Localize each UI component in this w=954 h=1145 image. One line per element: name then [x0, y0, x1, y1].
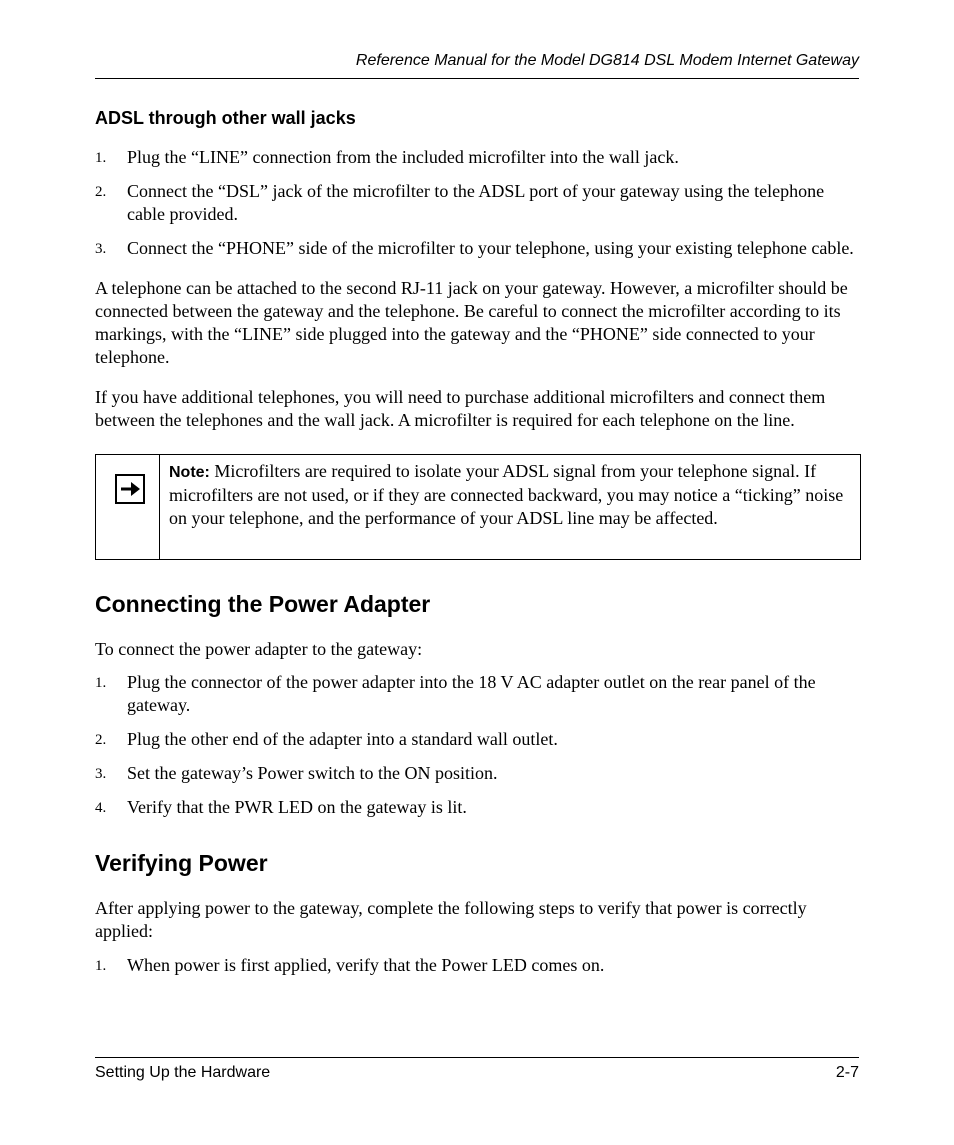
list-item [95, 671, 861, 717]
power-heading: Connecting the Power Adapter [95, 591, 431, 617]
list-item [95, 796, 861, 819]
arrow-right-icon [115, 474, 145, 504]
verify-steps [95, 954, 861, 977]
step-text: Connect the “DSL” jack of the microfilter to the ADSL port of your gateway using the telephone cable provided. [127, 181, 825, 224]
step-number: 2. [95, 184, 107, 200]
step-text: Plug the connector of the power adapter into the 18 V AC adapter outlet on the rear panel of the gateway. [127, 672, 816, 715]
adsl-heading: ADSL through other wall jacks [95, 108, 356, 128]
paragraph: A telephone can be attached to the second RJ-11 jack on your gateway. However, a microfilter should be connected between the gateway and the telephone. Be careful to connect the microfilter according to its markings, with the “LINE” side plugged into the gateway and the “PHONE” side connected to your telephone. [95, 278, 848, 367]
paragraph: To connect the power adapter to the gateway: [95, 639, 423, 659]
note-icon-cell [96, 455, 160, 559]
step-number: 1. [95, 675, 107, 691]
step-text: When power is first applied, verify that the Power LED comes on. [127, 955, 605, 975]
step-number: 4. [95, 800, 107, 816]
list-item [95, 146, 861, 169]
paragraph: After applying power to the gateway, complete the following steps to verify that power is correctly applied: [95, 898, 807, 941]
note-text: Microfilters are required to isolate your ADSL signal from your telephone signal. If microfilters are not used, or if they are connected backward, you may notice a “ticking” noise on your telephone, and the performance of your ADSL line may be affected. [169, 461, 844, 528]
note-box [95, 454, 861, 560]
list-item [95, 762, 861, 785]
list-item [95, 728, 861, 751]
list-item [95, 237, 861, 260]
note-label: Note: [169, 464, 210, 481]
footer-section-title: Setting Up the Hardware [95, 1064, 271, 1081]
note-text-cell [160, 455, 860, 559]
step-number: 2. [95, 732, 107, 748]
adsl-steps [95, 146, 861, 260]
step-number: 3. [95, 241, 107, 257]
page-header [95, 50, 859, 79]
header-title: Reference Manual for the Model DG814 DSL Modem Internet Gateway [355, 52, 859, 69]
footer-page-number: 2-7 [835, 1064, 859, 1081]
step-number: 1. [95, 150, 107, 166]
step-text: Connect the “PHONE” side of the microfilter to your telephone, using your existing telephone cable. [127, 238, 854, 258]
page-content [95, 107, 861, 988]
power-steps [95, 671, 861, 819]
step-text: Set the gateway’s Power switch to the ON position. [127, 763, 498, 783]
step-text: Plug the other end of the adapter into a standard wall outlet. [127, 729, 558, 749]
step-text: Verify that the PWR LED on the gateway is lit. [127, 797, 467, 817]
page-footer [95, 1057, 859, 1085]
list-item [95, 180, 861, 226]
step-text: Plug the “LINE” connection from the included microfilter into the wall jack. [127, 147, 679, 167]
step-number: 1. [95, 958, 107, 974]
paragraph: If you have additional telephones, you will need to purchase additional microfilters and connect them between the telephones and the wall jack. A microfilter is required for each telephone on the line. [95, 387, 826, 430]
list-item [95, 954, 861, 977]
step-number: 3. [95, 766, 107, 782]
verify-heading: Verifying Power [95, 850, 268, 876]
